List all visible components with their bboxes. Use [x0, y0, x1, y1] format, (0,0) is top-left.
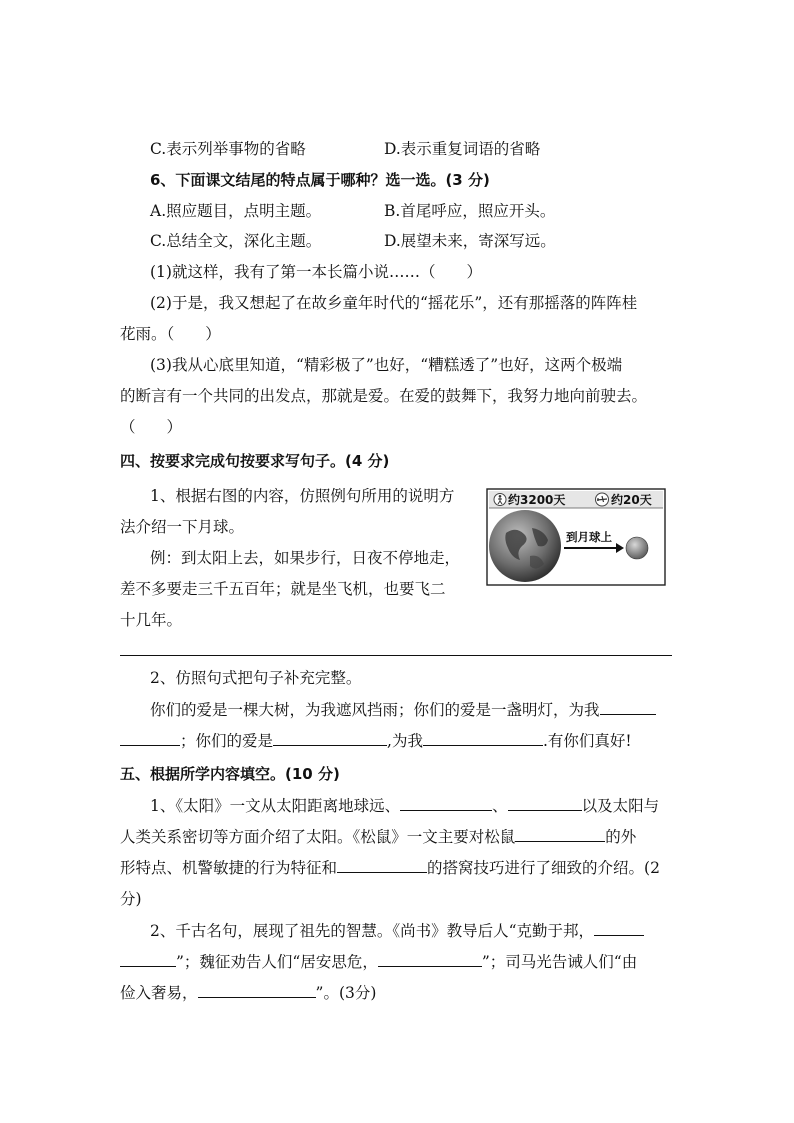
section-4-title: 四、按要求完成句按要求写句子。(4 分) — [120, 452, 390, 470]
option-d: D.表示重复词语的省略 — [384, 140, 541, 158]
sec4-q2-text-c: .有你们真好! — [542, 732, 632, 750]
sec5-q1-text: 、 — [492, 797, 508, 815]
blank-field[interactable] — [273, 729, 387, 746]
blank-field[interactable] — [600, 698, 656, 715]
sec5-q1-text: 1、《太阳》一文从太阳距离地球远、 — [150, 797, 401, 815]
blank-field[interactable] — [120, 729, 180, 746]
blank-field[interactable] — [337, 856, 427, 873]
answer-line[interactable] — [120, 655, 672, 656]
sec5-q1-line4: 分) — [120, 890, 142, 908]
earth-moon-figure — [486, 488, 666, 586]
sec4-q2-text-b: ,为我 — [387, 732, 423, 750]
sec5-q2-text: 俭入奢易， — [120, 984, 198, 1002]
blank-field[interactable] — [508, 794, 582, 811]
sec5-q2-line1 — [150, 919, 644, 943]
q6-item-3-line3: （ ） — [120, 418, 183, 436]
blank-field[interactable] — [120, 950, 176, 967]
sec4-q2-text-a: ；你们的爱是 — [180, 732, 274, 750]
sec5-q1-line3 — [120, 856, 660, 880]
blank-field[interactable] — [378, 950, 482, 967]
q6-item-2-line2: 花雨。（ ） — [120, 325, 221, 343]
sec4-q2-title: 2、仿照句式把句子补充完整。 — [150, 669, 362, 687]
blank-field[interactable] — [198, 981, 316, 998]
sec4-q1-line3: 例：到太阳上去，如果步行，日夜不停地走， — [150, 549, 461, 567]
arrow-label: 到月球上 — [566, 530, 612, 544]
sec4-q2-line2 — [120, 729, 632, 753]
q6-item-3-line1: (3)我从心底里知道，“精彩极了”也好，“糟糕透了”也好，这两个极端 — [150, 356, 623, 374]
sec5-q1-text: 的搭窝技巧进行了细致的介绍。(2 — [427, 859, 660, 877]
blank-field[interactable] — [400, 794, 492, 811]
walking-person-icon — [494, 494, 506, 506]
sec5-q1-line2 — [120, 825, 636, 849]
sec5-q2-text: ”；司马光告诫人们“由 — [481, 953, 638, 971]
question-6-title: 6、下面课文结尾的特点属于哪种？选一选。(3 分) — [150, 171, 490, 189]
plane-time-label: 约20天 — [611, 493, 652, 507]
q6-option-d: D.展望未来，寄深写远。 — [384, 232, 556, 250]
sec4-q1-line1: 1、根据右图的内容，仿照例句所用的说明方 — [150, 487, 455, 505]
sec5-q2-text: ”；魏征劝告人们“居安思危， — [176, 953, 378, 971]
sec5-q1-text: 的外 — [605, 828, 637, 846]
walk-time-label: 约3200天 — [508, 493, 566, 507]
sec4-q2-line1-text: 你们的爱是一棵大树，为我遮风挡雨；你们的爱是一盏明灯，为我 — [150, 701, 600, 719]
sec4-q1-line5: 十几年。 — [120, 611, 183, 629]
sec4-q1-line4: 差不多要走三千五百年；就是坐飞机，也要飞二 — [120, 580, 446, 598]
q6-item-1: (1)就这样，我有了第一本长篇小说……（ ） — [150, 263, 482, 281]
sec4-q2-line1 — [150, 698, 656, 722]
q6-item-2-line1: (2)于是，我又想起了在故乡童年时代的“摇花乐”，还有那摇落的阵阵桂 — [150, 294, 638, 312]
option-c: C.表示列举事物的省略 — [150, 140, 306, 158]
airplane-icon — [596, 493, 609, 506]
sec5-q1-text: 人类关系密切等方面介绍了太阳。《松鼠》一文主要对松鼠 — [120, 828, 516, 846]
sec5-q2-text: 2、千古名句，展现了祖先的智慧。《尚书》教导后人“克勤于邦， — [150, 922, 595, 940]
q6-option-a: A.照应题目，点明主题。 — [150, 202, 322, 220]
sec4-q1-line2: 法介绍一下月球。 — [120, 518, 245, 536]
blank-field[interactable] — [594, 919, 644, 936]
sec5-q2-text: ”。(3分) — [315, 984, 377, 1002]
sec5-q2-line2 — [120, 950, 637, 974]
moon-icon — [626, 537, 648, 559]
q6-option-c: C.总结全文，深化主题。 — [150, 232, 322, 250]
sec5-q2-line3 — [120, 981, 376, 1005]
sec5-q1-text: 以及太阳与 — [581, 797, 660, 815]
sec5-q1-line1 — [150, 794, 659, 818]
q6-item-3-line2: 的断言有一个共同的出发点，那就是爱。在爱的鼓舞下，我努力地向前驶去。 — [120, 387, 648, 405]
blank-field[interactable] — [515, 825, 605, 842]
q6-option-b: B.首尾呼应，照应开头。 — [384, 202, 556, 220]
section-5-title: 五、根据所学内容填空。(10 分) — [120, 765, 340, 783]
blank-field[interactable] — [423, 729, 543, 746]
sec5-q1-text: 形特点、机警敏捷的行为特征和 — [120, 859, 338, 877]
earth-icon — [489, 510, 561, 582]
